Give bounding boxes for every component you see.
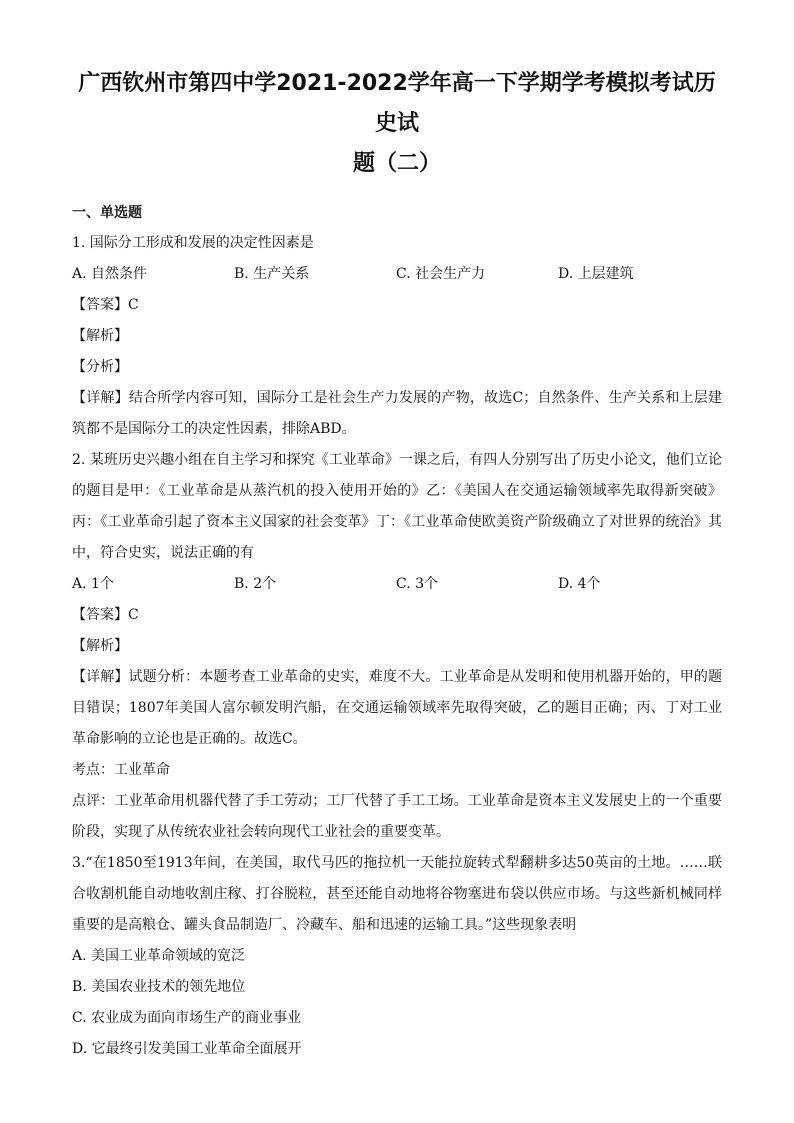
document-title [72,0,722,184]
question-1 [72,228,722,445]
detail-tag: 【详解】 [72,390,129,406]
option-b: B. 2个 [234,576,277,592]
option-a: A. 自然条件 [72,266,148,282]
question-1-jiexi: 【解析】 [72,328,128,344]
question-2-detail [72,662,722,755]
question-1-fenxi: 【分析】 [72,359,128,375]
title-line-2: 题（二） [352,151,441,176]
detail-text: 试题分析：本题考查工业革命的史实，难度不大。工业革命是从发明和使用机器开始的，甲的题目错误；1807年美国人富尔顿发明汽船，在交通运输领域率先取得突破，乙的题目正确；丙、丁对工业革命影响的立论也是正确的。故选C。 [72,669,723,747]
question-1-options [72,259,722,290]
question-2-stem: 2. 某班历史兴趣小组在自主学习和探究《工业革命》一课之后，有四人分别写出了历史小论文，他们立论的题目是甲：《工业革命是从蒸汽机的投入使用开始的》乙：《美国人在交通运输领域率先取得新突破》丙：《工业革命引起了资本主义国家的社会变革》丁：《工业革命使欧美资产阶级确立了对世界的统治》其中，符合史实，说法正确的有 [72,452,722,561]
option-c: C. 3个 [396,576,439,592]
option-b: B. 美国农业技术的领先地位 [72,979,246,995]
question-2 [72,445,722,848]
question-2-jiexi: 【解析】 [72,638,128,654]
option-d: D. 上层建筑 [558,266,634,282]
question-2-answer: 【答案】C [72,607,139,623]
option-a: A. 1个 [72,576,114,592]
question-1-answer: 【答案】C [72,297,139,313]
detail-text: 结合所学内容可知，国际分工是社会生产力发展的产物，故选C；自然条件、生产关系和上层建筑都不是国际分工的决定性因素，排除ABD。 [72,390,722,437]
option-d: D. 4个 [558,576,601,592]
question-3-stem: 3.“在1850至1913年间，在美国，取代马匹的拖拉机一天能拉旋转式犁翻耕多达50英亩的土地。……联合收割机能自动地收割庄稼、打谷脱粒，甚至还能自动地将谷物塞进布袋以供应市场。与这些新机械同样重要的是高粮仓、罐头食品制造厂、冷藏车、船和迅速的运输工具。”这些现象表明 [72,855,722,933]
question-1-detail [72,383,722,445]
section-heading: 一、单选题 [72,205,142,221]
option-d: D. 它最终引发美国工业革命全面展开 [72,1041,302,1057]
title-line-1: 广西钦州市第四中学2021-2022学年高一下学期学考模拟考试历史试 [78,71,716,136]
option-c: C. 社会生产力 [396,266,486,282]
question-2-dianping: 点评：工业革命用机器代替了手工劳动；工厂代替了手工工场。工业革命是资本主义发展史上的一个重要阶段，实现了从传统农业社会转向现代工业社会的重要变革。 [72,793,722,840]
question-2-options [72,569,722,600]
question-1-stem: 1. 国际分工形成和发展的决定性因素是 [72,235,314,251]
question-2-kaodian: 考点：工业革命 [72,762,170,778]
option-a: A. 美国工业革命领域的宽泛 [72,948,246,964]
detail-tag: 【详解】 [72,669,129,685]
question-3 [72,848,722,1065]
option-b: B. 生产关系 [234,266,310,282]
option-c: C. 农业成为面向市场生产的商业事业 [72,1010,302,1026]
